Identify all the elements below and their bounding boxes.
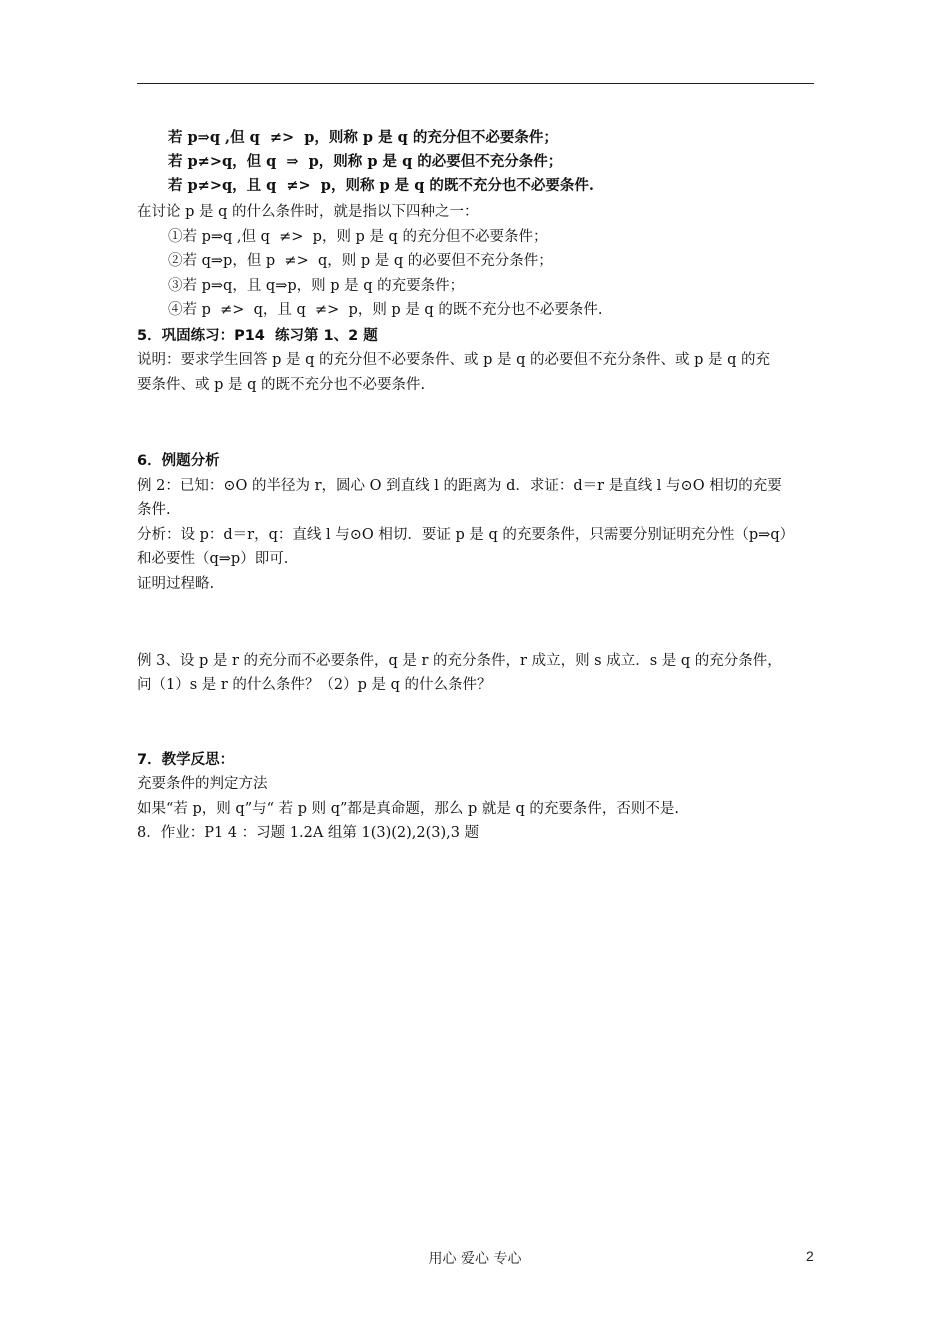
analysis-line-1: 分析：设 p：d＝r，q：直线 l 与⊙O 相切．要证 p 是 q 的充要条件，只需要分别证明充分性（p⇒q）: [137, 527, 795, 543]
header-rule: [137, 83, 814, 84]
section-8-homework: 8．作业：P1 4 ：习题 1.2A 组第 1(3)(2),2(3),3 题: [137, 825, 480, 841]
footer-motto: 用心 爱心 专心: [428, 1251, 522, 1267]
definition-necessary-not-sufficient: 若 p≠>q，但 q ⇒ p，则称 p 是 q 的必要但不充分条件；: [168, 153, 563, 170]
case-2: ②若 q⇒p，但 p ≠> q，则 p 是 q 的必要但不充分条件；: [168, 253, 553, 269]
example-2-line-1: 例 2：已知：⊙O 的半径为 r，圆心 O 到直线 l 的距离为 d．求证：d＝r 是直线 l 与⊙O 相切的充要: [137, 478, 782, 494]
case-4: ④若 p ≠> q，且 q ≠> p，则 p 是 q 的既不充分也不必要条件.: [168, 302, 603, 318]
proof-omitted: 证明过程略.: [137, 576, 215, 592]
example-3-line-1: 例 3、设 p 是 r 的充分而不必要条件，q 是 r 的充分条件，r 成立，则 s 成立．s 是 q 的充分条件，: [137, 653, 782, 669]
case-1: ①若 p⇒q ,但 q ≠> p，则 p 是 q 的充分但不必要条件；: [168, 229, 548, 245]
analysis-line-2: 和必要性（q⇒p）即可.: [137, 551, 289, 567]
example-2-line-2: 条件.: [137, 502, 171, 518]
discussion-intro: 在讨论 p 是 q 的什么条件时，就是指以下四种之一：: [137, 204, 479, 220]
section-6-heading: 6．例题分析: [137, 453, 220, 469]
method-statement: 如果“若 p，则 q”与“ 若 p 则 q”都是真命题，那么 p 就是 q 的充要条件，否则不是.: [137, 801, 680, 817]
explanation-line-1: 说明：要求学生回答 p 是 q 的充分但不必要条件、或 p 是 q 的必要但不充分条件、或 p 是 q 的充: [137, 352, 770, 368]
definition-sufficient-not-necessary: 若 p⇒q ,但 q ≠> p，则称 p 是 q 的充分但不必要条件；: [168, 129, 558, 146]
page-number: 2: [806, 1248, 814, 1264]
section-5-heading: 5．巩固练习：P14 练习第 1、2 题: [137, 328, 378, 344]
case-3: ③若 p⇒q，且 q⇒p，则 p 是 q 的充要条件；: [168, 278, 465, 294]
section-7-heading: 7．教学反思：: [137, 752, 235, 768]
method-title: 充要条件的判定方法: [137, 776, 268, 792]
definition-neither: 若 p≠>q，且 q ≠> p，则称 p 是 q 的既不充分也不必要条件.: [168, 177, 594, 194]
explanation-line-2: 要条件、或 p 是 q 的既不充分也不必要条件.: [137, 377, 426, 393]
example-3-line-2: 问（1）s 是 r 的什么条件？（2）p 是 q 的什么条件？: [137, 677, 492, 693]
